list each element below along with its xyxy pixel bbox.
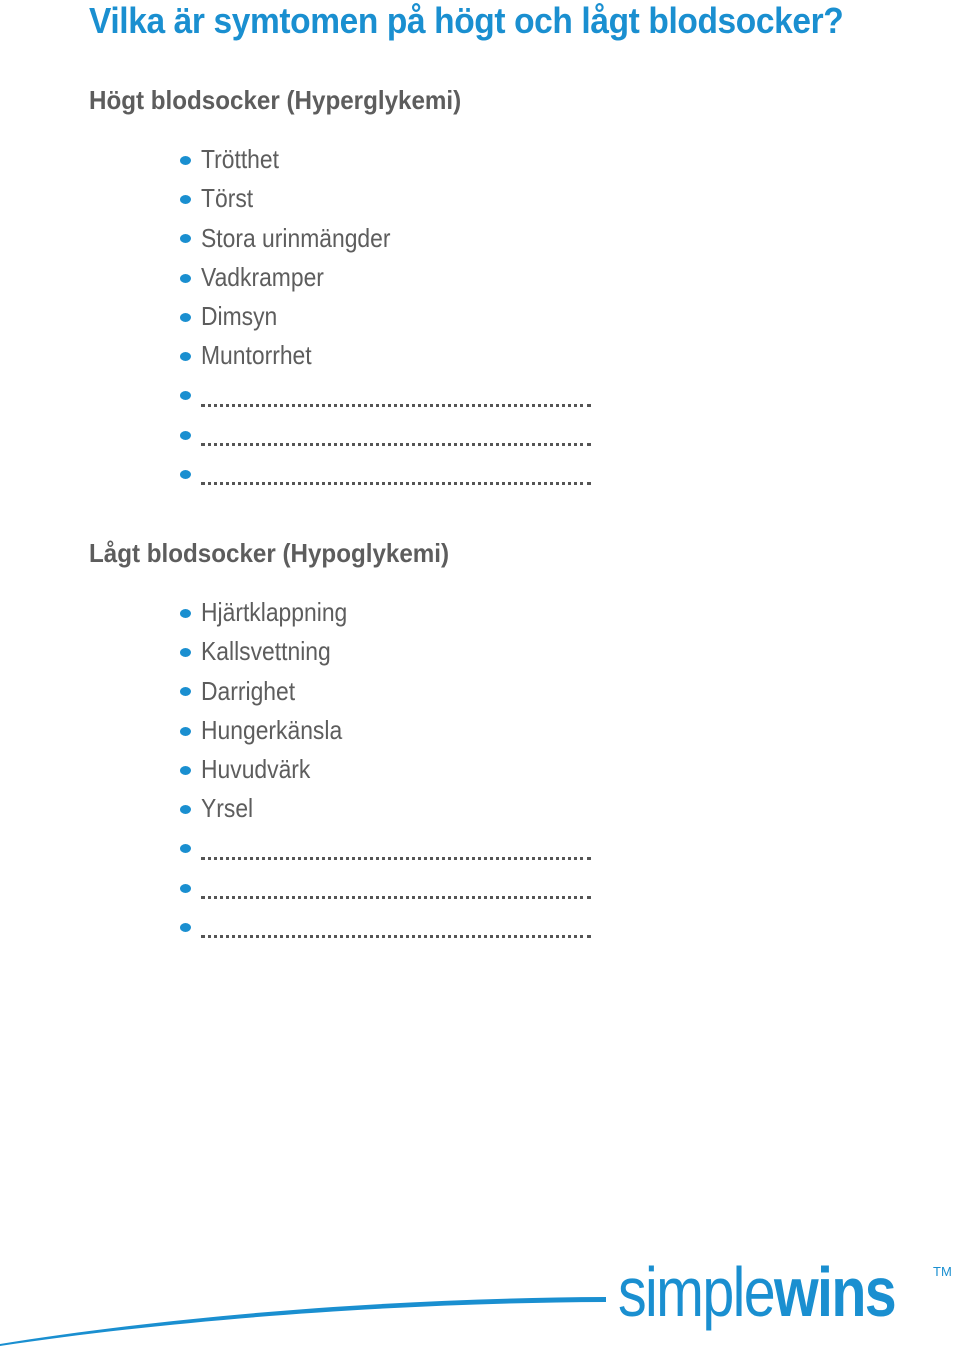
list-item (180, 297, 416, 336)
bullet-icon (180, 766, 191, 775)
symptom-text: Muntorrhet (201, 340, 312, 371)
list-item (180, 219, 416, 258)
list-item (180, 711, 367, 750)
symptom-text: Yrsel (201, 793, 254, 824)
blank-list-item[interactable] (180, 454, 416, 493)
bullet-icon (180, 431, 191, 440)
list-item (180, 593, 367, 632)
bullet-icon (180, 391, 191, 400)
blank-list-item[interactable] (180, 829, 367, 868)
bullet-icon (180, 234, 191, 243)
bullet-icon (180, 884, 191, 893)
logo-bold-text: wins (774, 1253, 896, 1331)
dotted-fill-line[interactable] (201, 896, 591, 899)
dotted-fill-line[interactable] (201, 443, 591, 446)
bullet-icon (180, 805, 191, 814)
bullet-icon (180, 195, 191, 204)
bullet-icon (180, 923, 191, 932)
bullet-icon (180, 313, 191, 322)
symptom-text: Kallsvettning (201, 636, 331, 667)
dotted-fill-line[interactable] (201, 857, 591, 860)
bullet-icon (180, 609, 191, 618)
symptom-text: Dimsyn (201, 301, 278, 332)
page-title: Vilka är symtomen på högt och lågt blodsocker? (89, 0, 844, 41)
bullet-icon (180, 648, 191, 657)
blank-list-item[interactable] (180, 376, 416, 415)
logo-trademark: TM (933, 1264, 952, 1279)
symptom-list-hyperglycemia (180, 140, 416, 494)
section-heading-hypoglycemia: Lågt blodsocker (Hypoglykemi) (89, 538, 450, 568)
list-item (180, 140, 416, 179)
list-item (180, 179, 416, 218)
list-item (180, 789, 367, 828)
symptom-list-hypoglycemia (180, 593, 367, 947)
symptom-text: Hjärtklappning (201, 597, 348, 627)
symptom-text: Stora urinmängder (201, 222, 391, 253)
symptom-text: Hungerkänsla (201, 714, 343, 745)
blank-list-item[interactable] (180, 868, 367, 907)
symptom-text: Trötthet (201, 144, 280, 174)
symptom-text: Huvudvärk (201, 754, 311, 785)
logo-light-text: simple (618, 1253, 775, 1331)
symptom-text: Vadkramper (201, 261, 324, 292)
bullet-icon (180, 274, 191, 283)
list-item (180, 336, 416, 375)
blank-list-item[interactable] (180, 907, 367, 946)
bullet-icon (180, 844, 191, 853)
dotted-fill-line[interactable] (201, 482, 591, 485)
blank-list-item[interactable] (180, 415, 416, 454)
bullet-icon (180, 727, 191, 736)
list-item (180, 672, 367, 711)
symptom-text: Törst (201, 183, 254, 214)
bullet-icon (180, 687, 191, 696)
bullet-icon (180, 470, 191, 479)
list-item (180, 632, 367, 671)
section-heading-hyperglycemia: Högt blodsocker (Hyperglykemi) (89, 85, 462, 115)
bullet-icon (180, 156, 191, 165)
list-item (180, 750, 367, 789)
list-item (180, 258, 416, 297)
bullet-icon (180, 352, 191, 361)
dotted-fill-line[interactable] (201, 404, 591, 407)
logo-wordmark (618, 1252, 895, 1332)
dotted-fill-line[interactable] (201, 935, 591, 938)
symptom-text: Darrighet (201, 675, 296, 706)
